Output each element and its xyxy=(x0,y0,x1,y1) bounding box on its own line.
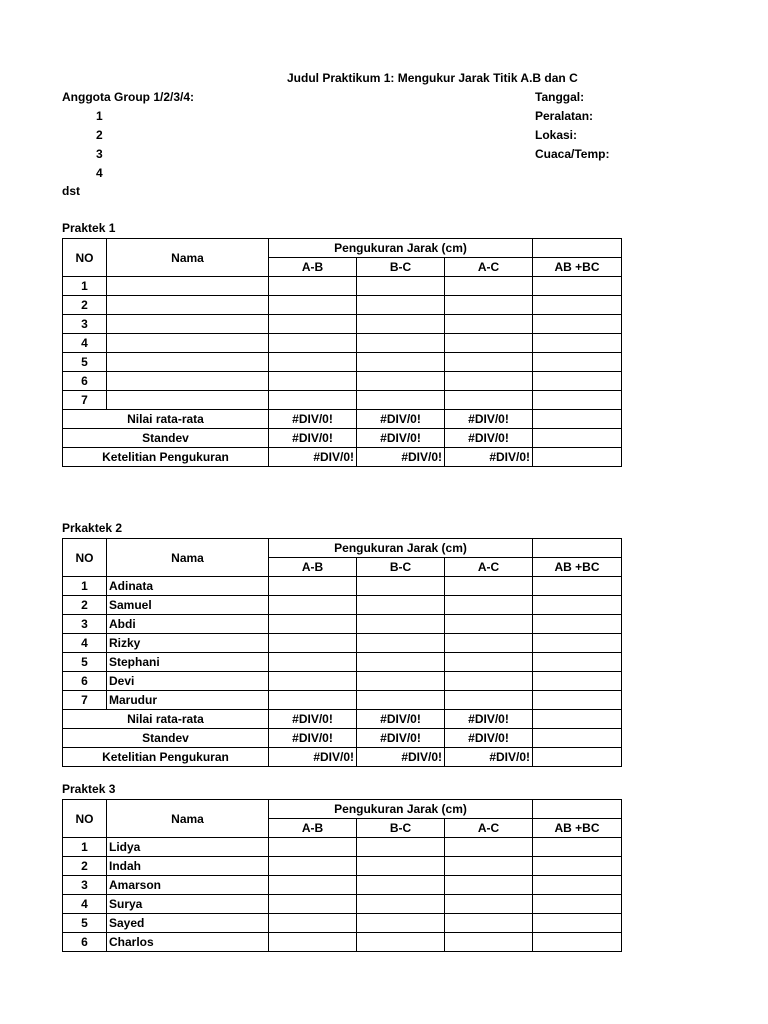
row-nama: Surya xyxy=(107,895,269,914)
standev-value: #DIV/0! xyxy=(357,729,445,748)
ketelitian-pengukuran-empty xyxy=(533,448,622,467)
measurement-cell xyxy=(445,277,533,296)
standev-empty xyxy=(533,729,622,748)
ketelitian-pengukuran-value: #DIV/0! xyxy=(357,748,445,767)
column-header-ac: A-C xyxy=(445,819,533,838)
measurement-cell xyxy=(269,634,357,653)
measurement-cell xyxy=(533,672,622,691)
column-header-nama: Nama xyxy=(107,539,269,577)
measurement-cell xyxy=(269,315,357,334)
measurement-cell xyxy=(357,296,445,315)
ketelitian-pengukuran-value: #DIV/0! xyxy=(357,448,445,467)
measurement-cell xyxy=(533,914,622,933)
table-row xyxy=(63,277,622,296)
measurement-cell xyxy=(445,691,533,710)
ketelitian-pengukuran-row xyxy=(63,448,622,467)
measurement-cell xyxy=(533,391,622,410)
row-nama xyxy=(107,315,269,334)
measurement-cell xyxy=(445,838,533,857)
tanggal-field: Tanggal: xyxy=(535,90,585,104)
nilai-rata-rata-value: #DIV/0! xyxy=(269,710,357,729)
measurement-cell xyxy=(269,577,357,596)
anggota-number-3: 3 xyxy=(96,147,103,161)
row-no: 5 xyxy=(63,914,107,933)
measurement-cell xyxy=(269,672,357,691)
table-row xyxy=(63,634,622,653)
measurement-cell xyxy=(533,334,622,353)
measurement-cell xyxy=(269,895,357,914)
table-header-row xyxy=(63,539,622,558)
row-nama: Devi xyxy=(107,672,269,691)
measurement-cell xyxy=(357,372,445,391)
measurement-cell xyxy=(269,391,357,410)
row-no: 6 xyxy=(63,372,107,391)
nilai-rata-rata-value: #DIV/0! xyxy=(445,710,533,729)
measurement-cell xyxy=(357,876,445,895)
row-no: 2 xyxy=(63,857,107,876)
column-header-ab: A-B xyxy=(269,819,357,838)
ketelitian-pengukuran-value: #DIV/0! xyxy=(445,448,533,467)
nilai-rata-rata-row xyxy=(63,710,622,729)
row-no: 1 xyxy=(63,577,107,596)
column-header-bc: B-C xyxy=(357,558,445,577)
table-row xyxy=(63,876,622,895)
row-no: 4 xyxy=(63,634,107,653)
measurement-cell xyxy=(445,634,533,653)
table-row xyxy=(63,315,622,334)
table-row xyxy=(63,353,622,372)
measurement-cell xyxy=(357,857,445,876)
section-title-2: Prkaktek 2 xyxy=(62,521,123,535)
row-nama xyxy=(107,353,269,372)
table-header-row xyxy=(63,239,622,258)
row-no: 5 xyxy=(63,353,107,372)
measurement-cell xyxy=(269,353,357,372)
row-no: 1 xyxy=(63,838,107,857)
column-header-no: NO xyxy=(63,239,107,277)
row-no: 3 xyxy=(63,876,107,895)
column-header-no: NO xyxy=(63,539,107,577)
nilai-rata-rata-empty xyxy=(533,710,622,729)
measurement-cell xyxy=(269,596,357,615)
measurement-cell xyxy=(357,653,445,672)
cuaca-field: Cuaca/Temp: xyxy=(535,147,610,161)
nilai-rata-rata-value: #DIV/0! xyxy=(445,410,533,429)
measurement-cell xyxy=(445,672,533,691)
measurement-cell xyxy=(533,315,622,334)
ketelitian-pengukuran-label: Ketelitian Pengukuran xyxy=(63,748,269,767)
row-no: 7 xyxy=(63,691,107,710)
measurement-cell xyxy=(445,933,533,952)
column-header-ab: A-B xyxy=(269,558,357,577)
row-nama: Marudur xyxy=(107,691,269,710)
measurement-cell xyxy=(269,296,357,315)
anggota-number-2: 2 xyxy=(96,128,103,142)
measurement-cell xyxy=(357,353,445,372)
row-nama: Samuel xyxy=(107,596,269,615)
row-nama xyxy=(107,391,269,410)
row-nama: Amarson xyxy=(107,876,269,895)
measurement-cell xyxy=(533,691,622,710)
ketelitian-pengukuran-row xyxy=(63,748,622,767)
standev-value: #DIV/0! xyxy=(269,429,357,448)
measurement-cell xyxy=(533,372,622,391)
row-nama: Abdi xyxy=(107,615,269,634)
measurement-cell xyxy=(357,277,445,296)
measurement-cell xyxy=(357,933,445,952)
measurement-cell xyxy=(445,391,533,410)
column-header-ac: A-C xyxy=(445,558,533,577)
measurement-cell xyxy=(269,838,357,857)
nilai-rata-rata-empty xyxy=(533,410,622,429)
table-row xyxy=(63,914,622,933)
row-nama xyxy=(107,334,269,353)
row-no: 1 xyxy=(63,277,107,296)
measurement-cell xyxy=(533,277,622,296)
measurement-cell xyxy=(445,596,533,615)
measurement-cell xyxy=(269,615,357,634)
column-header-empty xyxy=(533,800,622,819)
row-no: 2 xyxy=(63,296,107,315)
row-nama: Charlos xyxy=(107,933,269,952)
standev-label: Standev xyxy=(63,429,269,448)
anggota-number-1: 1 xyxy=(96,109,103,123)
nilai-rata-rata-row xyxy=(63,410,622,429)
measurement-cell xyxy=(357,634,445,653)
row-no: 3 xyxy=(63,615,107,634)
measurement-cell xyxy=(533,876,622,895)
column-header-pengukuran: Pengukuran Jarak (cm) xyxy=(269,539,533,558)
measurement-cell xyxy=(357,895,445,914)
column-header-bc: B-C xyxy=(357,258,445,277)
measurement-cell xyxy=(533,615,622,634)
nilai-rata-rata-value: #DIV/0! xyxy=(357,410,445,429)
table-row xyxy=(63,691,622,710)
standev-value: #DIV/0! xyxy=(445,429,533,448)
anggota-number-4: 4 xyxy=(96,166,103,180)
standev-empty xyxy=(533,429,622,448)
standev-row xyxy=(63,729,622,748)
anggota-label: Anggota Group 1/2/3/4: xyxy=(62,90,195,104)
table-row xyxy=(63,391,622,410)
row-nama xyxy=(107,296,269,315)
praktek-table-3 xyxy=(62,799,622,952)
ketelitian-pengukuran-empty xyxy=(533,748,622,767)
column-header-nama: Nama xyxy=(107,800,269,838)
measurement-cell xyxy=(269,933,357,952)
measurement-cell xyxy=(533,577,622,596)
measurement-cell xyxy=(269,372,357,391)
section-title-1: Praktek 1 xyxy=(62,221,116,235)
measurement-cell xyxy=(269,691,357,710)
measurement-cell xyxy=(357,315,445,334)
ketelitian-pengukuran-value: #DIV/0! xyxy=(269,748,357,767)
table-row xyxy=(63,577,622,596)
measurement-cell xyxy=(533,653,622,672)
table-row xyxy=(63,933,622,952)
lokasi-field: Lokasi: xyxy=(535,128,578,142)
standev-value: #DIV/0! xyxy=(357,429,445,448)
measurement-cell xyxy=(533,933,622,952)
measurement-cell xyxy=(269,876,357,895)
row-nama xyxy=(107,277,269,296)
measurement-cell xyxy=(269,857,357,876)
column-header-nama: Nama xyxy=(107,239,269,277)
measurement-cell xyxy=(533,634,622,653)
measurement-cell xyxy=(357,577,445,596)
measurement-cell xyxy=(269,653,357,672)
measurement-cell xyxy=(445,857,533,876)
row-no: 7 xyxy=(63,391,107,410)
row-no: 6 xyxy=(63,933,107,952)
measurement-cell xyxy=(445,653,533,672)
column-header-pengukuran: Pengukuran Jarak (cm) xyxy=(269,239,533,258)
table-row xyxy=(63,653,622,672)
table-row xyxy=(63,596,622,615)
table-row xyxy=(63,372,622,391)
measurement-cell xyxy=(445,615,533,634)
table-row xyxy=(63,857,622,876)
measurement-cell xyxy=(445,895,533,914)
measurement-cell xyxy=(533,596,622,615)
measurement-cell xyxy=(445,315,533,334)
measurement-cell xyxy=(357,596,445,615)
standev-value: #DIV/0! xyxy=(269,729,357,748)
column-header-abbc: AB +BC xyxy=(533,819,622,838)
dst-label: dst xyxy=(62,184,80,198)
column-header-ab: A-B xyxy=(269,258,357,277)
standev-row xyxy=(63,429,622,448)
row-nama: Stephani xyxy=(107,653,269,672)
table-row xyxy=(63,838,622,857)
measurement-cell xyxy=(357,914,445,933)
measurement-cell xyxy=(269,334,357,353)
column-header-ac: A-C xyxy=(445,258,533,277)
column-header-abbc: AB +BC xyxy=(533,258,622,277)
row-no: 3 xyxy=(63,315,107,334)
measurement-cell xyxy=(533,895,622,914)
row-nama: Lidya xyxy=(107,838,269,857)
measurement-cell xyxy=(269,914,357,933)
row-no: 6 xyxy=(63,672,107,691)
measurement-cell xyxy=(269,277,357,296)
nilai-rata-rata-label: Nilai rata-rata xyxy=(63,410,269,429)
measurement-cell xyxy=(445,372,533,391)
ketelitian-pengukuran-value: #DIV/0! xyxy=(445,748,533,767)
column-header-bc: B-C xyxy=(357,819,445,838)
measurement-cell xyxy=(445,353,533,372)
measurement-cell xyxy=(445,914,533,933)
table-row xyxy=(63,895,622,914)
row-nama xyxy=(107,372,269,391)
row-nama: Sayed xyxy=(107,914,269,933)
document-title: Judul Praktikum 1: Mengukur Jarak Titik A.B dan C xyxy=(287,71,578,85)
row-nama: Indah xyxy=(107,857,269,876)
row-no: 4 xyxy=(63,895,107,914)
measurement-cell xyxy=(533,857,622,876)
table-header-row xyxy=(63,800,622,819)
measurement-cell xyxy=(357,672,445,691)
nilai-rata-rata-value: #DIV/0! xyxy=(357,710,445,729)
peralatan-field: Peralatan: xyxy=(535,109,594,123)
measurement-cell xyxy=(357,391,445,410)
table-row xyxy=(63,672,622,691)
measurement-cell xyxy=(357,691,445,710)
standev-value: #DIV/0! xyxy=(445,729,533,748)
row-no: 5 xyxy=(63,653,107,672)
measurement-cell xyxy=(445,577,533,596)
table-row xyxy=(63,334,622,353)
ketelitian-pengukuran-label: Ketelitian Pengukuran xyxy=(63,448,269,467)
measurement-cell xyxy=(357,838,445,857)
row-no: 4 xyxy=(63,334,107,353)
praktek-table-2 xyxy=(62,538,622,767)
row-no: 2 xyxy=(63,596,107,615)
column-header-no: NO xyxy=(63,800,107,838)
ketelitian-pengukuran-value: #DIV/0! xyxy=(269,448,357,467)
section-title-3: Praktek 3 xyxy=(62,782,116,796)
praktek-table-1 xyxy=(62,238,622,467)
table-row xyxy=(63,296,622,315)
row-nama: Adinata xyxy=(107,577,269,596)
column-header-empty xyxy=(533,539,622,558)
nilai-rata-rata-value: #DIV/0! xyxy=(269,410,357,429)
measurement-cell xyxy=(445,876,533,895)
measurement-cell xyxy=(533,296,622,315)
measurement-cell xyxy=(357,615,445,634)
measurement-cell xyxy=(445,334,533,353)
table-row xyxy=(63,615,622,634)
column-header-empty xyxy=(533,239,622,258)
row-nama: Rizky xyxy=(107,634,269,653)
measurement-cell xyxy=(357,334,445,353)
measurement-cell xyxy=(445,296,533,315)
column-header-abbc: AB +BC xyxy=(533,558,622,577)
standev-label: Standev xyxy=(63,729,269,748)
column-header-pengukuran: Pengukuran Jarak (cm) xyxy=(269,800,533,819)
measurement-cell xyxy=(533,353,622,372)
nilai-rata-rata-label: Nilai rata-rata xyxy=(63,710,269,729)
measurement-cell xyxy=(533,838,622,857)
